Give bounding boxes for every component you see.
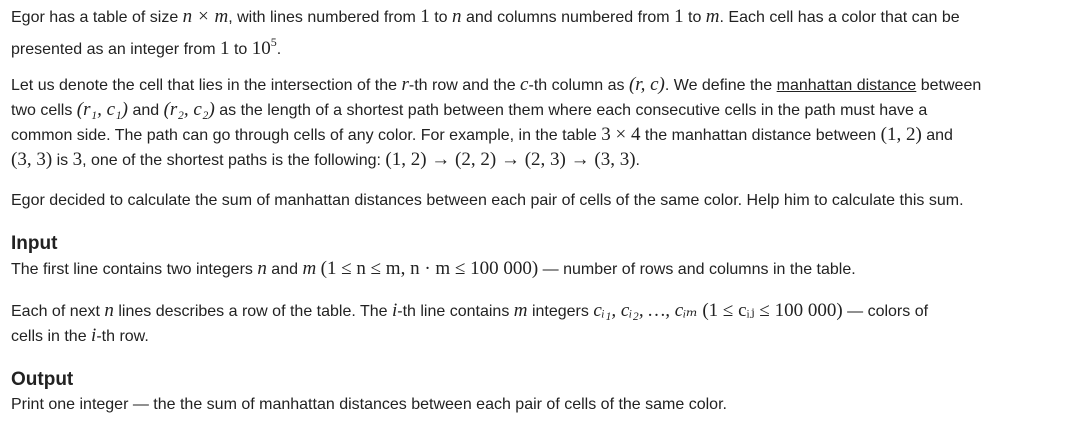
math-constraint: (1 ≤ n ≤ m, n · m ≤ 100 000) <box>320 258 539 279</box>
text: Egor has a table of size <box>11 9 183 26</box>
math-one: 1 <box>420 6 430 27</box>
text: -th line contains <box>397 303 514 320</box>
text: and <box>266 261 303 278</box>
text: -th row. <box>96 328 149 345</box>
math-color-constraint: (1 ≤ cᵢⱼ ≤ 100 000) <box>702 300 843 321</box>
text: lines describes a row of the table. The <box>113 303 392 320</box>
text: The first line contains two integers <box>11 261 258 278</box>
math-path: (1, 2) → (2, 2) → (2, 3) → (3, 3) <box>385 149 636 170</box>
text: to <box>429 9 453 26</box>
text: -th column as <box>528 77 629 94</box>
math-three: 3 <box>72 149 83 170</box>
text: — number of rows and columns in the table. <box>538 261 856 278</box>
definition-paragraph <box>11 73 1083 173</box>
text: common side. The path can go through cells of any color. For example, in the table <box>11 127 602 144</box>
text: cells in the <box>11 328 92 345</box>
math-n: n <box>452 6 462 27</box>
text: integers <box>527 303 594 320</box>
math-i: i <box>91 325 97 346</box>
math-n: n <box>257 258 267 279</box>
text: is <box>52 152 73 169</box>
math-cell-1: (r₁, c₁) <box>76 99 128 120</box>
math-cell-12: (1, 2) <box>880 124 922 145</box>
text: . <box>276 41 282 58</box>
text: presented as an integer from <box>11 41 221 58</box>
math-cell-rc: (r, c) <box>628 74 665 95</box>
text: and <box>128 102 164 119</box>
output-heading: Output <box>11 369 74 390</box>
text: and <box>921 127 953 144</box>
input-heading: Input <box>11 233 58 254</box>
text: and columns numbered from <box>461 9 675 26</box>
text: . <box>635 152 640 169</box>
task-paragraph: Egor decided to calculate the sum of manhattan distances between each pair of cells of the same color. Help him to calculate this sum. <box>11 192 964 209</box>
text: to <box>229 41 252 58</box>
math-n: n <box>104 300 114 321</box>
input-line-1 <box>11 257 1083 282</box>
math-one: 1 <box>220 38 230 59</box>
math-m: m <box>705 6 720 27</box>
text: -th row and the <box>408 77 521 94</box>
text: as the length of a shortest path between them where each consecutive cells in the path must have a <box>214 102 928 119</box>
math-r: r <box>401 74 409 95</box>
math-example-size: 3 × 4 <box>601 124 641 145</box>
text: . We define the <box>664 77 777 94</box>
math-exponent: 5 <box>270 35 277 49</box>
math-cell-33: (3, 3) <box>11 149 53 170</box>
math-one: 1 <box>674 6 684 27</box>
manhattan-distance-link[interactable]: manhattan distance <box>776 77 917 94</box>
legend-paragraph <box>11 5 1083 62</box>
text: the manhattan distance between <box>640 127 881 144</box>
text: Each of next <box>11 303 105 320</box>
math-m: m <box>513 300 528 321</box>
input-line-2 <box>11 299 1083 349</box>
math-ten: 10 <box>251 38 271 59</box>
output-text: Print one integer — the the sum of manhattan distances between each pair of cells of the same color. <box>11 396 727 413</box>
math-colors: cᵢ₁, cᵢ₂, …, cᵢₘ <box>593 300 698 321</box>
math-c: c <box>520 74 529 95</box>
math-cell-2: (r₂, c₂) <box>163 99 215 120</box>
math-table-size: n × m <box>182 6 229 27</box>
text: Let us denote the cell that lies in the intersection of the <box>11 77 402 94</box>
text: , with lines numbered from <box>228 9 421 26</box>
text: to <box>683 9 706 26</box>
math-i: i <box>391 300 398 321</box>
math-m: m <box>302 258 317 279</box>
text: two cells <box>11 102 77 119</box>
text: . Each cell has a color that can be <box>719 9 960 26</box>
text: — colors of <box>842 303 929 320</box>
text: , one of the shortest paths is the following: <box>82 152 386 169</box>
text: between <box>916 77 982 94</box>
